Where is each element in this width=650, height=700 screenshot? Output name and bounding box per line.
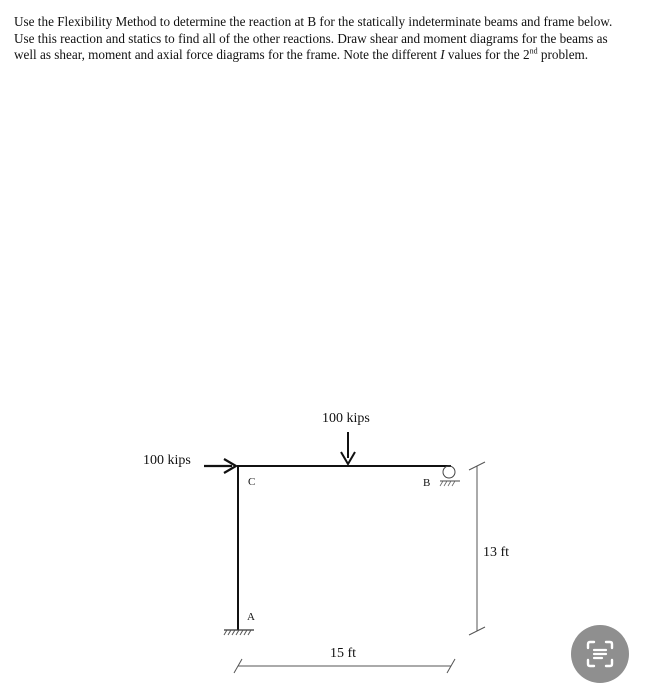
height-dimension-label: 13 ft bbox=[483, 545, 510, 560]
roller-support-b bbox=[440, 466, 460, 486]
horizontal-load-arrow bbox=[204, 459, 236, 473]
fixed-support-a bbox=[224, 630, 254, 635]
node-b-label: B bbox=[423, 477, 431, 489]
document-scan-button[interactable] bbox=[571, 625, 629, 683]
ordinal-superscript: nd bbox=[529, 46, 538, 56]
problem-text-after: problem. bbox=[537, 47, 589, 62]
moment-of-inertia-symbol: I bbox=[440, 47, 445, 62]
node-c-label: C bbox=[248, 476, 256, 488]
problem-text-middle: values for the 2 bbox=[444, 47, 530, 62]
document-scan-icon bbox=[584, 638, 616, 670]
vertical-load-arrow bbox=[341, 432, 355, 464]
horizontal-load-label: 100 kips bbox=[143, 453, 191, 468]
problem-text-before: Use the Flexibility Method to determine the reaction at B for the statically indeterminate beams and frame below. Use this reaction and statics to find all of the other reactions. Draw shear and moment diagrams for the beams as well as shear, moment and axial force diagrams for the frame. Note the different bbox=[14, 14, 613, 62]
span-dimension-label: 15 ft bbox=[330, 646, 357, 661]
span-dimension-line bbox=[234, 659, 455, 673]
vertical-load-label: 100 kips bbox=[322, 411, 370, 426]
node-a-label: A bbox=[247, 611, 255, 623]
